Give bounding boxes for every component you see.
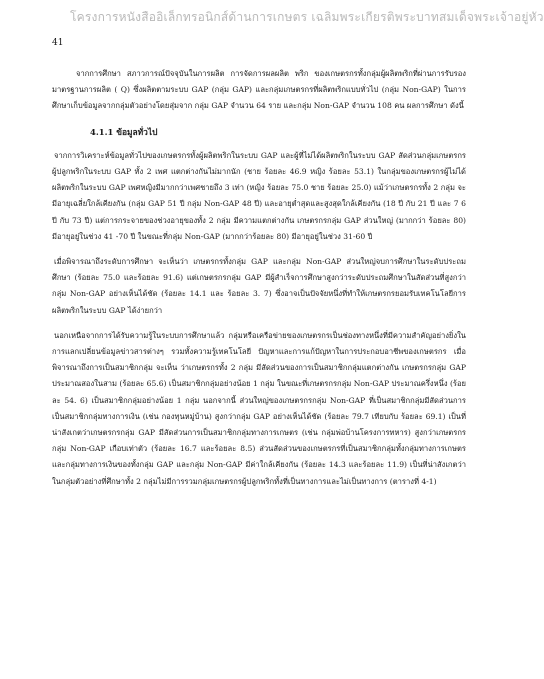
paragraph-education: เมื่อพิจารณาถึงระดับการศึกษา จะเห็นว่า เกษตรกรทั้งกลุ่ม GAP และกลุ่ม Non-GAP ส่วนใหญ่จบการศึกษาในระดับประถมศึกษา (ร้อยละ 75.0 และร้อยละ 91.6) แต่เกษตรกรกลุ่ม GAP มีผู้สำเร็จการศึกษาสูงกว่าระดับประถมศึกษาในสัดส่วนที่สูงกว่ากลุ่ม Non-GAP อย่างเห็นได้ชัด (ร้อยละ 14.1 และ ร้อยละ 3. 7) ซึ่งอาจเป็นปัจจัยหนึ่งที่ทำให้เกษตรกรยอมรับเทคโนโลยีการผลิตพริกในระบบ GAP ได้ง่ายกว่า — [52, 257, 466, 315]
document-body — [52, 66, 466, 499]
page-number: 41 — [52, 38, 64, 48]
header-watermark: โครงการหนังสืออิเล็กทรอนิกส์ด้านการเกษตร เฉลิมพระเกียรติพระบาทสมเด็จพระเจ้าอยู่หัว — [70, 10, 544, 24]
paragraph-general-info: จากการวิเคราะห์ข้อมูลทั่วไปของเกษตรกรทั้งผู้ผลิตพริกในระบบ GAP และผู้ที่ไม่ได้ผลิตพริกในระบบ GAP สัดส่วนกลุ่มเกษตรกรผู้ปลูกพริกในระบบ GAP ทั้ง 2 เพศ แตกต่างกันไม่มากนัก (ชาย ร้อยละ 46.9 หญิง ร้อยละ 53.1) ในกลุ่มของเกษตรกรผู้ไม่ได้ผลิตพริกในระบบ GAP เพศหญิงมีมากกว่าเพศชายถึง 3 เท่า (หญิง ร้อยละ 75.0 ชาย ร้อยละ 25.0) แม้ว่าเกษตรกรทั้ง 2 กลุ่ม จะมีอายุเฉลี่ยใกล้เคียงกัน (กลุ่ม GAP 51 ปี กลุ่ม Non-GAP 48 ปี) และอายุต่ำสุดและสูงสุดใกล้เคียงกัน (18 ปี กับ 21 ปี และ 7 6 ปี กับ 73 ปี) แต่การกระจายของช่วงอายุของทั้ง 2 กลุ่ม มีความแตกต่างกัน เกษตรกรกลุ่ม GAP ส่วนใหญ่ (มากกว่า ร้อยละ 80) มีอายุอยู่ในช่วง 41 -70 ปี ในขณะที่กลุ่ม Non-GAP (มากกว่าร้อยละ 80) มีอายุอยู่ในช่วง 31-60 ปี — [52, 150, 466, 241]
intro-paragraph: จากการศึกษา สภาวการณ์ปัจจุบันในการผลิต การจัดการผลผลิต พริก ของเกษตรกรทั้งกลุ่มผู้ผลิตพริกที่ผ่านการรับรองมาตรฐานการผลิต ( Q) ซึ่งผลิตตามระบบ GAP (กลุ่ม GAP) และกลุ่มเกษตรกรที่ผลิตพริกแบบทั่วไป (กลุ่ม Non-GAP) ในการศึกษาเก็บข้อมูลจากกลุ่มตัวอย่างโดยสุ่มจาก กลุ่ม GAP จำนวน 64 ราย และกลุ่ม Non-GAP จำนวน 108 คน ผลการศึกษา ดังนี้ — [52, 69, 466, 111]
paragraph-group-membership: นอกเหนือจากการได้รับความรู้ในระบบการศึกษาแล้ว กลุ่มหรือเครือข่ายของเกษตรกรเป็นช่องทางหนึ่งที่มีความสำคัญอย่างยิ่งในการแลกเปลี่ยนข้อมูลข่าวสารต่างๆ รวมทั้งความรู้เทคโนโลยี ปัญหาและการแก้ปัญหาในการประกอบอาชีพของเกษตรกร เมื่อพิจารณาถึงการเป็นสมาชิกกลุ่ม จะเห็น ว่าเกษตรกรทั้ง 2 กลุ่ม มีสัดส่วนของการเป็นสมาชิกกลุ่มแตกต่างกัน เกษตรกรกลุ่ม GAP ประมาณสองในสาม (ร้อยละ 65.6) เป็นสมาชิกกลุ่มอย่างน้อย 1 กลุ่ม ในขณะที่เกษตรกรกลุ่ม Non-GAP ประมาณครึ่งหนึ่ง (ร้อยละ 54. 6) เป็นสมาชิกกลุ่มอย่างน้อย 1 กลุ่ม นอกจากนี้ ส่วนใหญ่ของเกษตรกรกลุ่ม Non-GAP ที่เป็นสมาชิกกลุ่มมีสัดส่วนการเป็นสมาชิกกลุ่มทางการเงิน (เช่น กองทุนหมู่บ้าน) สูงกว่ากลุ่ม GAP อย่างเห็นได้ชัด (ร้อยละ 79.7 เทียบกับ ร้อยละ 69.1) เป็นที่น่าสังเกตว่าเกษตรกรกลุ่ม GAP มีสัดส่วนการเป็นสมาชิกกลุ่มทางการเกษตร (เช่น กลุ่มพ่อบ้านโครงการทหาร) สูงกว่าเกษตรกรกลุ่ม Non-GAP เกือบเท่าตัว (ร้อยละ 16.7 และร้อยละ 8.5) ส่วนสัดส่วนของเกษตรกรที่เป็นสมาชิกกลุ่มทั้งกลุ่มทางการเกษตรและกลุ่มทางการเงินของทั้งกลุ่ม GAP และกลุ่ม Non-GAP มีค่าใกล้เคียงกัน (ร้อยละ 14.3 และร้อยละ 11.9) เป็นที่น่าสังเกตว่าในกลุ่มตัวอย่างที่ศึกษาทั้ง 2 กลุ่มไม่มีการรวมกลุ่มเกษตรกรผู้ปลูกพริกทั้งที่เป็นทางการและไม่เป็นทางการ (ตารางที่ 4-1) — [52, 330, 466, 486]
section-heading: 4.1.1 ข้อมูลทั่วไป — [90, 126, 158, 137]
